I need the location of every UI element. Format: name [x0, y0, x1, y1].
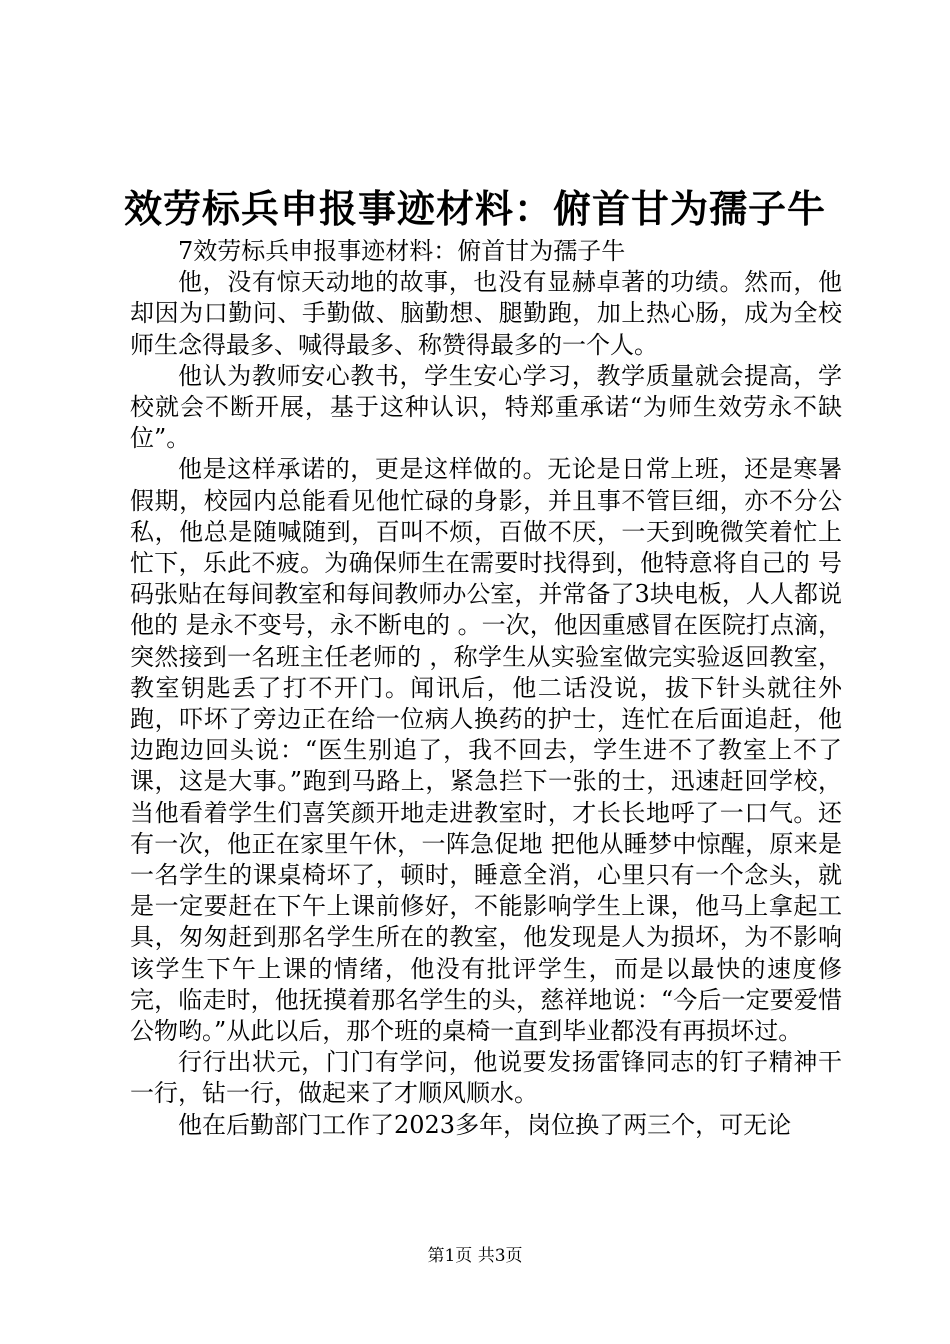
document-body	[130, 236, 842, 1141]
body-paragraph: 行行出状元，门门有学问，他说要发扬雷锋同志的钉子精神干一行，钻一行，做起来了才顺风顺水。	[130, 1048, 842, 1108]
body-paragraph: 他在后勤部门工作了2023多年，岗位换了两三个，可无论	[178, 1110, 792, 1139]
page-number-footer: 第1页 共3页	[427, 1246, 523, 1266]
document-title: 效劳标兵申报事迹材料：俯首甘为孺子牛	[123, 186, 826, 231]
body-paragraph: 他认为教师安心教书，学生安心学习，教学质量就会提高，学校就会不断开展，基于这种认识，特郑重承诺“为师生效劳永不缺位”。	[130, 361, 842, 453]
subtitle-paragraph: 7效劳标兵申报事迹材料：俯首甘为孺子牛	[178, 237, 626, 265]
body-paragraph: 他，没有惊天动地的故事，也没有显赫卓著的功绩。然而，他却因为口勤问、手勤做、脑勤想、腿勤跑，加上热心肠，成为全校师生念得最多、喊得最多、称赞得最多的一个人。	[130, 268, 842, 359]
body-paragraph: 他是这样承诺的，更是这样做的。无论是日常上班，还是寒暑假期，校园内总能看见他忙碌的身影，并且事不管巨细，亦不分公私，他总是随喊随到，百叫不烦，百做不厌，一天到晚微笑着忙上忙下，乐此不疲。为确保师生在需要时找得到，他特意将自己的 号码张贴在每间教室和每间教师办公室，并常备了3块电板，人人都说他的 是永不变号，永不断电的 。一次，他因重感冒在医院打点滴，突然接到一名班主任老师的 ，称学生从实验室做完实验返回教室，教室钥匙丢了打不开门。闻讯后，他二话没说，拔下针头就往外跑，吓坏了旁边正在给一位病人换药的护士，连忙在后面追赶，他边跑边回头说：“医生别追了，我不回去，学生进不了教室上不了课，这是大事。”跑到马路上，紧急拦下一张的士，迅速赶回学校，当他看着学生们喜笑颜开地走进教室时，才长长地呼了一口气。还有一次，他正在家里午休，一阵急促地 把他从睡梦中惊醒，原来是一名学生的课桌椅坏了，顿时，睡意全消，心里只有一个念头，就是一定要赶在下午上课前修好，不能影响学生上课，他马上拿起工具，匆匆赶到那名学生所在的教室，他发现是人为损坏，为不影响该学生下午上课的情绪，他没有批评学生，而是以最快的速度修完，临走时，他抚摸着那名学生的头，慈祥地说：“今后一定要爱惜公物哟。”从此以后，那个班的桌椅一直到毕业都没有再损坏过。	[130, 455, 842, 1046]
